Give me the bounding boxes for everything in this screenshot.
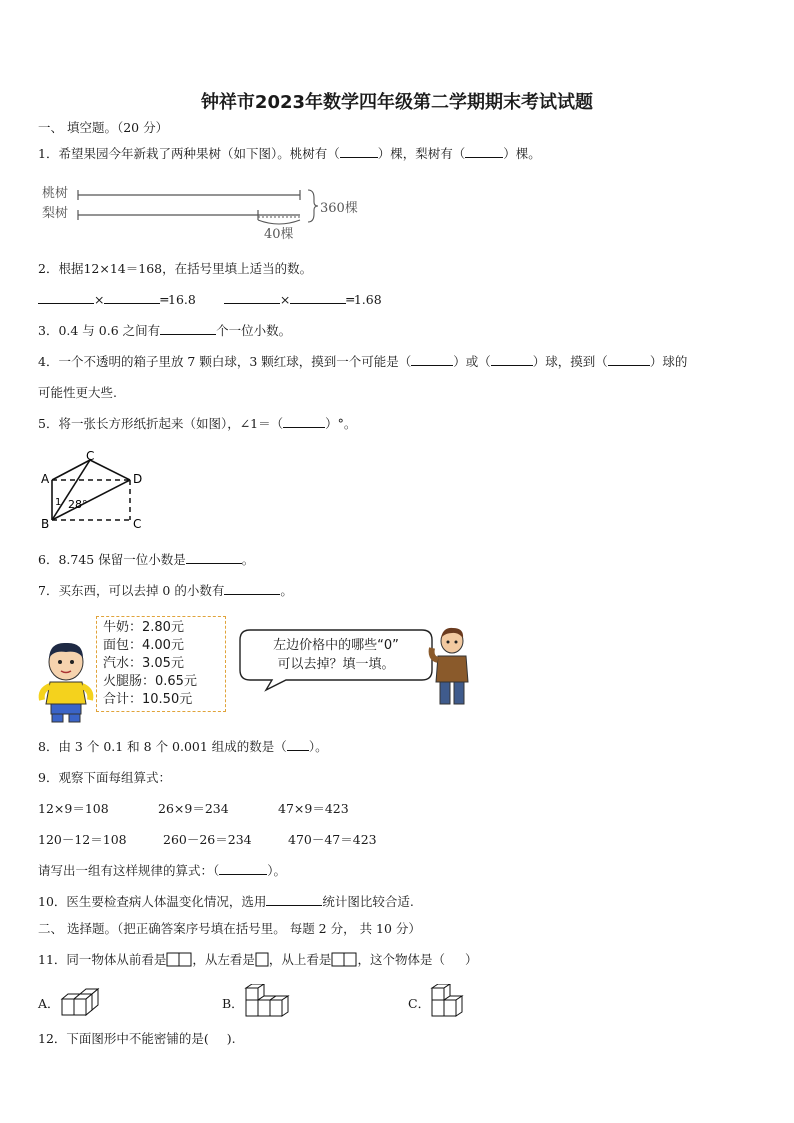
question-10: 10．医生要检查病人体温变化情况，选用 统计图比较合适. [38, 894, 414, 909]
svg-text:A: A [41, 472, 50, 486]
answer-blank[interactable] [38, 291, 94, 304]
svg-text:28°: 28° [68, 498, 88, 511]
svg-text:1: 1 [55, 497, 62, 508]
price-list [96, 616, 226, 712]
svg-text:B: B [41, 517, 50, 531]
answer-blank[interactable] [411, 353, 453, 366]
option-a-cubes-icon [60, 985, 100, 1017]
price-item-soda: 汽水：3.05元 [103, 656, 184, 671]
answer-blank[interactable] [340, 145, 378, 158]
peach-label: 桃树 [42, 186, 69, 201]
option-c-cubes-icon [430, 984, 470, 1018]
section-1-heading: 一、 填空题。（20 分） [38, 120, 169, 135]
answer-blank[interactable] [104, 291, 160, 304]
answer-blank[interactable] [186, 551, 242, 564]
answer-blank[interactable] [287, 738, 309, 751]
answer-blank[interactable] [465, 145, 503, 158]
answer-blank[interactable] [224, 291, 280, 304]
svg-text:D: D [133, 472, 143, 486]
difference-label: 40棵 [264, 227, 294, 242]
question-6: 6．8.745 保留一位小数是 。 [38, 552, 255, 567]
answer-blank[interactable] [160, 322, 216, 335]
price-item-total: 合计：10.50元 [103, 692, 193, 707]
question-4-continued: 可能性更大些. [38, 385, 117, 400]
answer-blank[interactable] [290, 291, 346, 304]
answer-blank[interactable] [224, 582, 280, 595]
question-7: 7．买东西，可以去掉 0 的小数有 。 [38, 583, 293, 598]
price-item-milk: 牛奶：2.80元 [103, 620, 184, 635]
side-view-icon [255, 952, 269, 967]
price-item-sausage: 火腿肠：0.65元 [103, 674, 197, 689]
answer-blank[interactable] [608, 353, 650, 366]
total-label: 360棵 [320, 201, 358, 216]
price-item-bread: 面包：4.00元 [103, 638, 184, 653]
answer-blank[interactable] [266, 893, 322, 906]
svg-text:C: C [133, 517, 142, 531]
svg-text:C: C [86, 449, 95, 463]
question-4: 4．一个不透明的箱子里放 7 颗白球，3 颗红球，摸到一个可能是（ ）或（ ）球，摸到（ ）球的 [38, 354, 688, 369]
tree-bar-diagram [38, 180, 368, 242]
teacher-illustration [428, 626, 474, 708]
page-title: 钟祥市2023年数学四年级第二学期期末考试试题 [200, 92, 594, 113]
answer-blank[interactable] [283, 415, 325, 428]
boy-illustration [36, 640, 96, 724]
question-8: 8．由 3 个 0.1 和 8 个 0.001 组成的数是（ ）。 [38, 739, 328, 754]
question-9-row-2: 120－12＝108 260－26＝234 470－47＝423 [38, 832, 377, 847]
option-b[interactable]: B． [222, 996, 244, 1011]
question-3: 3．0.4 与 0.6 之间有 个一位小数。 [38, 323, 292, 338]
question-9-row-1: 12×9＝108 26×9＝234 47×9＝423 [38, 801, 349, 816]
question-2-equations: × ═16.8 × ═1.68 [38, 291, 382, 309]
question-9-ask: 请写出一组有这样规律的算式：（ ）。 [38, 863, 287, 878]
question-9: 9．观察下面每组算式： [38, 770, 171, 785]
speech-bubble-text: 左边价格中的哪些“0” 可以去掉？填一填。 [273, 638, 399, 672]
option-b-cubes-icon [244, 984, 290, 1018]
question-11: 11．同一物体从前看是 ，从左看是 ，从上看是 ，这个物体是（ ） [38, 952, 478, 967]
front-view-icon [166, 952, 192, 967]
question-12: 12．下面图形中不能密铺的是( ). [38, 1031, 236, 1046]
option-a[interactable]: A． [38, 996, 60, 1011]
folded-rectangle-diagram [38, 448, 148, 534]
answer-blank[interactable] [491, 353, 533, 366]
pear-label: 梨树 [42, 206, 69, 221]
question-2: 2．根据12×14＝168，在括号里填上适当的数。 [38, 261, 313, 276]
answer-blank[interactable] [219, 862, 267, 875]
option-c[interactable]: C． [408, 996, 431, 1011]
section-2-heading: 二、 选择题。（把正确答案序号填在括号里。 每题 2 分， 共 10 分） [38, 921, 421, 936]
question-1: 1．希望果园今年新栽了两种果树（如下图）。桃树有（ ）棵，梨树有（ ）棵。 [38, 146, 541, 161]
top-view-icon [331, 952, 357, 967]
question-5: 5．将一张长方形纸折起来（如图），∠1＝（ ）°。 [38, 416, 357, 431]
